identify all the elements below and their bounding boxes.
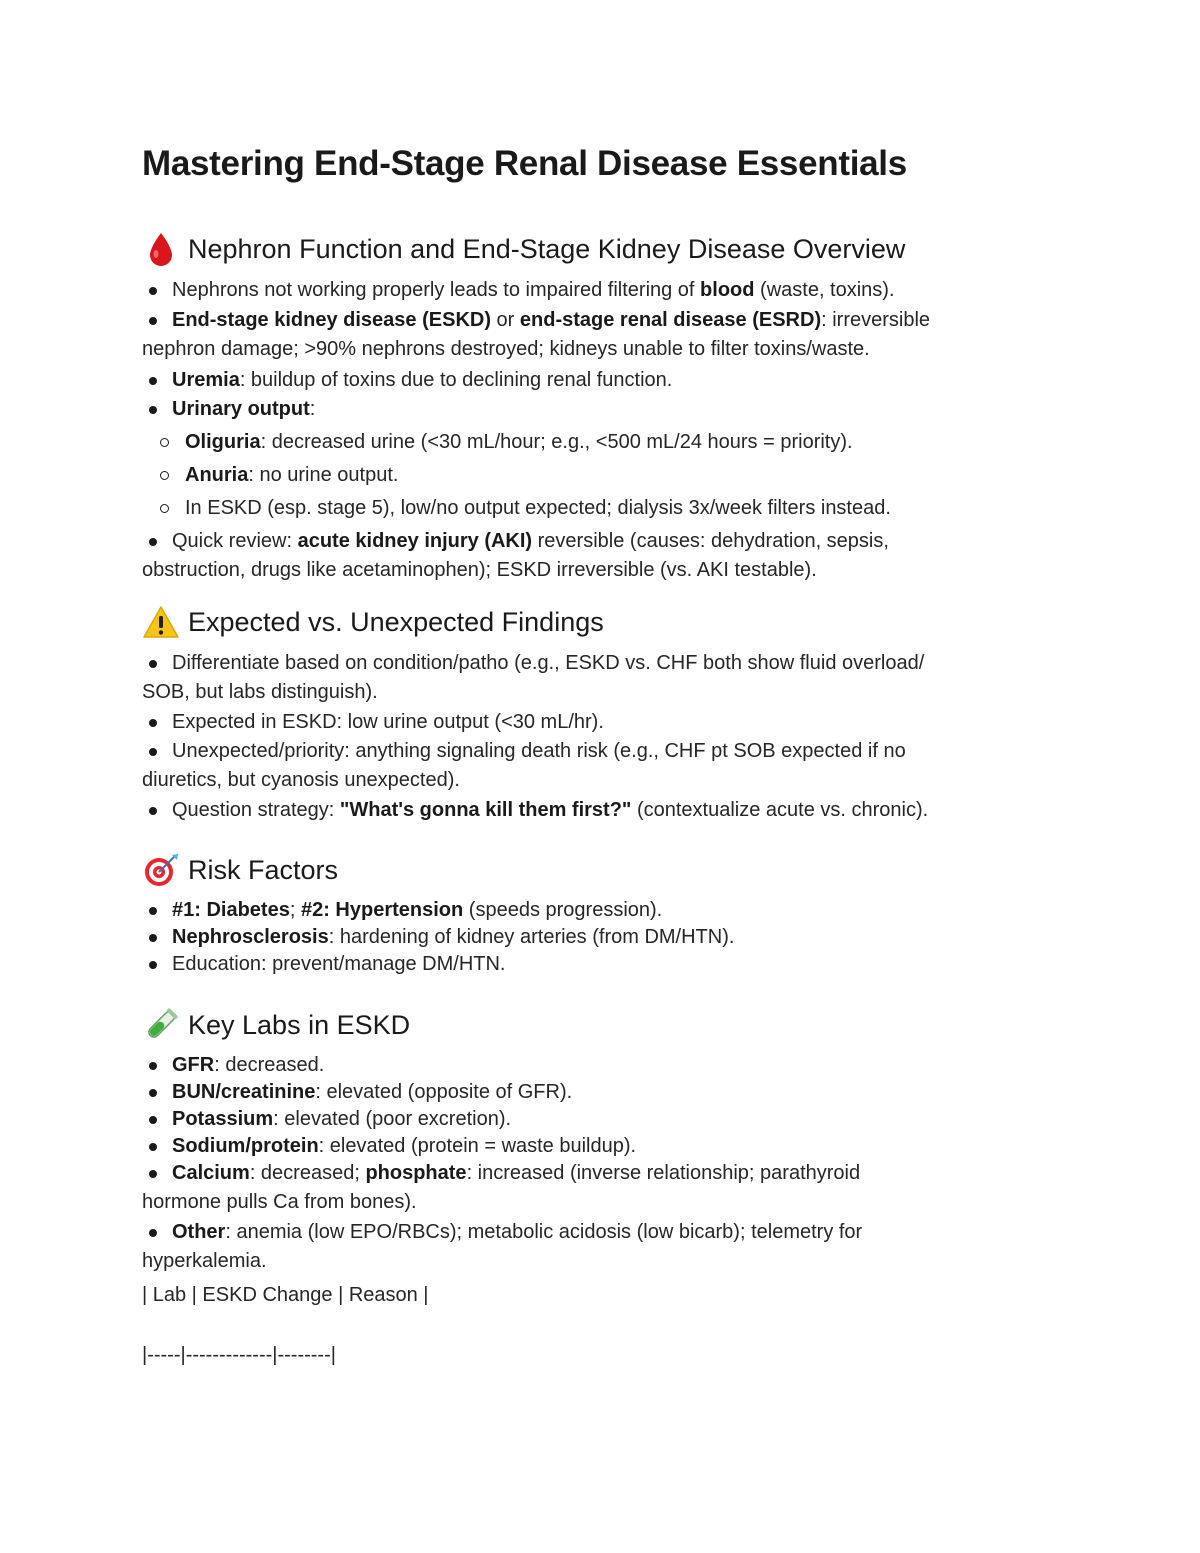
warning-icon bbox=[142, 603, 180, 641]
list-item-continuation: obstruction, drugs like acetaminophen); ESKD irreversible (vs. AKI testable). bbox=[142, 559, 817, 581]
list-item: Other: anemia (low EPO/RBCs); metabolic acidosis (low bicarb); telemetry for bbox=[142, 1218, 1062, 1247]
section-heading-findings bbox=[142, 603, 604, 641]
list-item: Urinary output: bbox=[142, 395, 1062, 424]
section-heading-labs bbox=[142, 1006, 410, 1044]
list-item: Nephrons not working properly leads to impaired filtering of blood (waste, toxins). bbox=[142, 276, 1062, 305]
table-separator-row: |-----|-------------|--------| bbox=[142, 1344, 336, 1366]
list-item: Potassium: elevated (poor excretion). bbox=[142, 1105, 1062, 1134]
page-title: Mastering End-Stage Renal Disease Essentials bbox=[142, 144, 907, 183]
list-item-continuation: hyperkalemia. bbox=[142, 1250, 267, 1272]
list-item-continuation: nephron damage; >90% nephrons destroyed; kidneys unable to filter toxins/waste. bbox=[142, 338, 870, 360]
section-heading-text: Key Labs in ESKD bbox=[188, 1009, 411, 1040]
section-heading-nephron bbox=[142, 230, 905, 268]
list-item: Differentiate based on condition/patho (e.g., ESKD vs. CHF both show fluid overload/ bbox=[142, 649, 1062, 678]
table-header-row: | Lab | ESKD Change | Reason | bbox=[142, 1284, 429, 1306]
blood-drop-icon bbox=[142, 230, 180, 268]
section-heading-text: Risk Factors bbox=[188, 854, 339, 885]
list-item: Unexpected/priority: anything signaling death risk (e.g., CHF pt SOB expected if no bbox=[142, 737, 1062, 766]
list-item: Quick review: acute kidney injury (AKI) reversible (causes: dehydration, sepsis, bbox=[142, 527, 1062, 556]
list-item: Nephrosclerosis: hardening of kidney arteries (from DM/HTN). bbox=[142, 923, 1062, 952]
list-item: Question strategy: "What's gonna kill them first?" (contextualize acute vs. chronic). bbox=[142, 796, 1062, 825]
list-item: GFR: decreased. bbox=[142, 1051, 1062, 1080]
section-findings-list bbox=[142, 649, 1062, 825]
section-labs-list bbox=[142, 1051, 1062, 1276]
list-item: #1: Diabetes; #2: Hypertension (speeds progression). bbox=[142, 896, 1062, 925]
sub-list-item: Anuria: no urine output. bbox=[142, 461, 1062, 490]
test-tube-icon bbox=[142, 1006, 180, 1044]
section-risk-list bbox=[142, 896, 1062, 979]
target-icon bbox=[142, 851, 180, 889]
section-heading-text: Expected vs. Unexpected Findings bbox=[188, 606, 604, 637]
sub-list-item: In ESKD (esp. stage 5), low/no output expected; dialysis 3x/week filters instead. bbox=[142, 494, 1062, 523]
list-item: Calcium: decreased; phosphate: increased (inverse relationship; parathyroid bbox=[142, 1159, 1062, 1188]
list-item: End-stage kidney disease (ESKD) or end-stage renal disease (ESRD): irreversible bbox=[142, 306, 1062, 335]
list-item: Education: prevent/manage DM/HTN. bbox=[142, 950, 1062, 979]
section-nephron-list bbox=[142, 276, 1062, 585]
list-item-continuation: SOB, but labs distinguish). bbox=[142, 681, 378, 703]
list-item: Sodium/protein: elevated (protein = waste buildup). bbox=[142, 1132, 1062, 1161]
section-heading-text: Nephron Function and End-Stage Kidney Disease Overview bbox=[188, 233, 906, 264]
list-item: BUN/creatinine: elevated (opposite of GFR). bbox=[142, 1078, 1062, 1107]
list-item: Expected in ESKD: low urine output (<30 mL/hr). bbox=[142, 708, 1062, 737]
sub-list-item: Oliguria: decreased urine (<30 mL/hour; e.g., <500 mL/24 hours = priority). bbox=[142, 428, 1062, 457]
list-item-continuation: diuretics, but cyanosis unexpected). bbox=[142, 769, 460, 791]
list-item-continuation: hormone pulls Ca from bones). bbox=[142, 1191, 417, 1213]
list-item: Uremia: buildup of toxins due to declining renal function. bbox=[142, 366, 1062, 395]
section-heading-risk bbox=[142, 851, 338, 889]
